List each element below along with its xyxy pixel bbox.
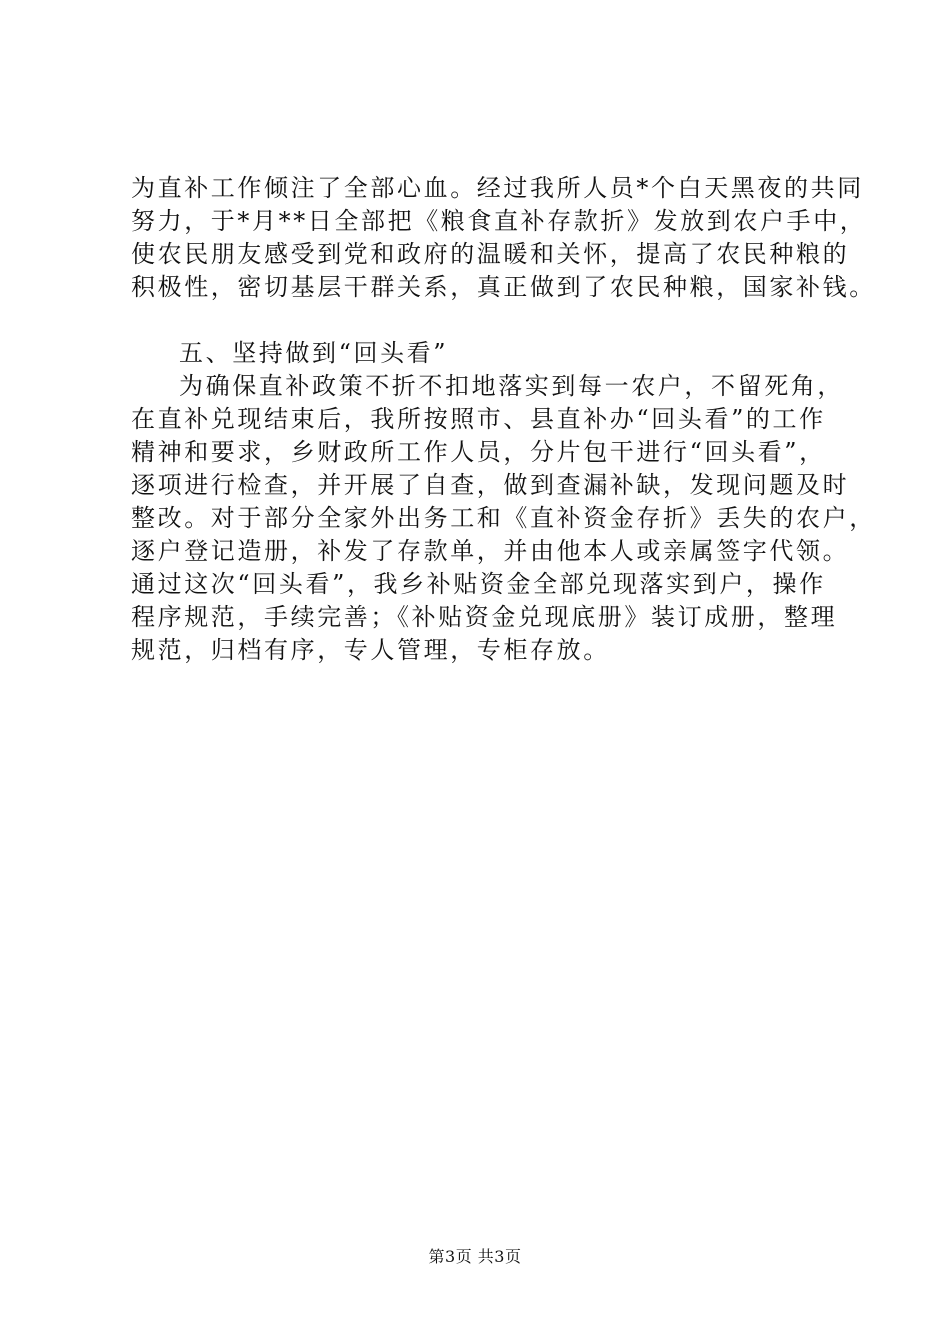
paragraph-line: 逐户登记造册，补发了存款单，并由他本人或亲属签字代领。 xyxy=(131,537,850,565)
page-number-footer: 第3页 共3页 xyxy=(428,1247,522,1266)
paragraph-line: 程序规范，手续完善；《补贴资金兑现底册》装订成册，整理 xyxy=(131,603,838,631)
paragraph-line: 努力，于*月**日全部把《粮食直补存款折》发放到农户手中， xyxy=(131,207,867,235)
section-heading: 五、坚持做到“回头看” xyxy=(179,339,449,367)
paragraph-spacer xyxy=(131,304,851,337)
paragraph-line: 为直补工作倾注了全部心血。经过我所人员*个白天黑夜的共同 xyxy=(131,174,864,202)
paragraph-line: 使农民朋友感受到党和政府的温暖和关怀，提高了农民种粮的 xyxy=(131,240,850,268)
paragraph-line: 逐项进行检查，并开展了自查，做到查漏补缺，发现问题及时 xyxy=(131,471,850,499)
paragraph-line: 规范，归档有序，专人管理，专柜存放。 xyxy=(131,636,610,664)
paragraph-line: 精神和要求，乡财政所工作人员，分片包干进行“回头看”， xyxy=(131,438,826,466)
paragraph-line: 整改。对于部分全家外出务工和《直补资金存折》丢失的农户， xyxy=(131,504,876,532)
paragraph-line: 为确保直补政策不折不扣地落实到每一农户，不留死角， xyxy=(179,372,844,400)
paragraph-line: 在直补兑现结束后，我所按照市、县直补办“回头看”的工作 xyxy=(131,405,826,433)
paragraph-line: 积极性，密切基层干群关系，真正做到了农民种粮，国家补钱。 xyxy=(131,273,876,301)
document-body xyxy=(131,172,876,667)
paragraph-line: 通过这次“回头看”，我乡补贴资金全部兑现落实到户，操作 xyxy=(131,570,826,598)
